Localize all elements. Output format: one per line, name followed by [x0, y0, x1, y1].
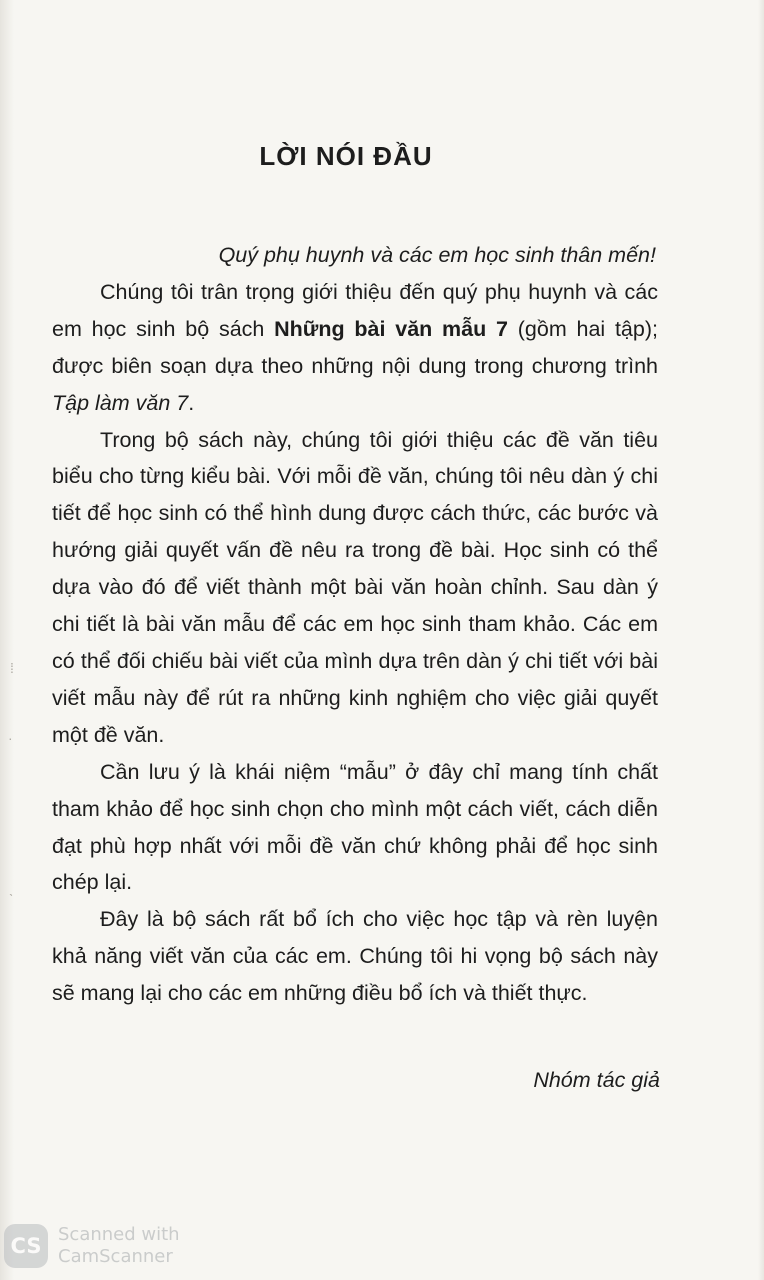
signature: Nhóm tác giả	[533, 1068, 660, 1092]
camscanner-watermark	[4, 1222, 244, 1270]
margin-mark: ˎ	[9, 880, 14, 896]
paragraph-4: Đây là bộ sách rất bổ ích cho việc học tập và rèn luyện khả năng viết văn của các em. Chúng tôi hi vọng bộ sách này sẽ mang lại cho các em những điều bổ ích và thiết thực.	[52, 907, 658, 1006]
page-title: LỜI NÓI ĐẦU	[259, 141, 433, 171]
margin-mark: ·	[8, 730, 13, 746]
paragraph-3: Cần lưu ý là khái niệm “mẫu” ở đây chỉ mang tính chất tham khảo để học sinh chọn cho mình một cách viết, cách diễn đạt phù hợp nhất với mỗi đề văn chứ không phải để học sinh chép lại.	[52, 759, 658, 895]
watermark-line-2: CamScanner	[58, 1246, 173, 1267]
paragraph-2: Trong bộ sách này, chúng tôi giới thiệu các đề văn tiêu biểu cho từng kiểu bài. Với mỗi đề văn, chúng tôi nêu dàn ý chi tiết để học sinh có thể hình dung được cách thức, các bước và hướng giải quyết vấn đề nêu ra trong đề bài. Học sinh có thể dựa vào đó để viết thành một bài văn hoàn chỉnh. Sau dàn ý chi tiết là bài văn mẫu để các em học sinh tham khảo. Các em có thể đối chiếu bài viết của mình dựa trên dàn ý chi tiết với bài viết mẫu này để rút ra những kinh nghiệm cho việc giải quyết một đề văn.	[52, 427, 658, 747]
program-name: Tập làm văn 7	[52, 390, 189, 415]
book-title: Những bài văn mẫu 7	[274, 316, 508, 341]
watermark-line-1: Scanned with	[58, 1224, 180, 1245]
p1-text-b: (gồm hai tập); được biên soạn dựa theo những nội dung trong chương trình	[52, 316, 658, 378]
p1-text-c: .	[188, 390, 195, 415]
page-edge-right	[758, 0, 764, 1280]
page-edge-left	[0, 0, 14, 1280]
greeting: Quý phụ huynh và các em học sinh thân mến!	[218, 243, 656, 267]
preface-body	[52, 237, 658, 1012]
p1-text-a: Chúng tôi trân trọng giới thiệu đến quý phụ huynh và các em học sinh bộ sách	[52, 279, 658, 341]
camscanner-logo-icon: CS	[4, 1224, 48, 1268]
margin-mark: ⁞	[10, 660, 14, 676]
watermark-text	[58, 1224, 180, 1268]
paragraph-1	[52, 274, 658, 422]
